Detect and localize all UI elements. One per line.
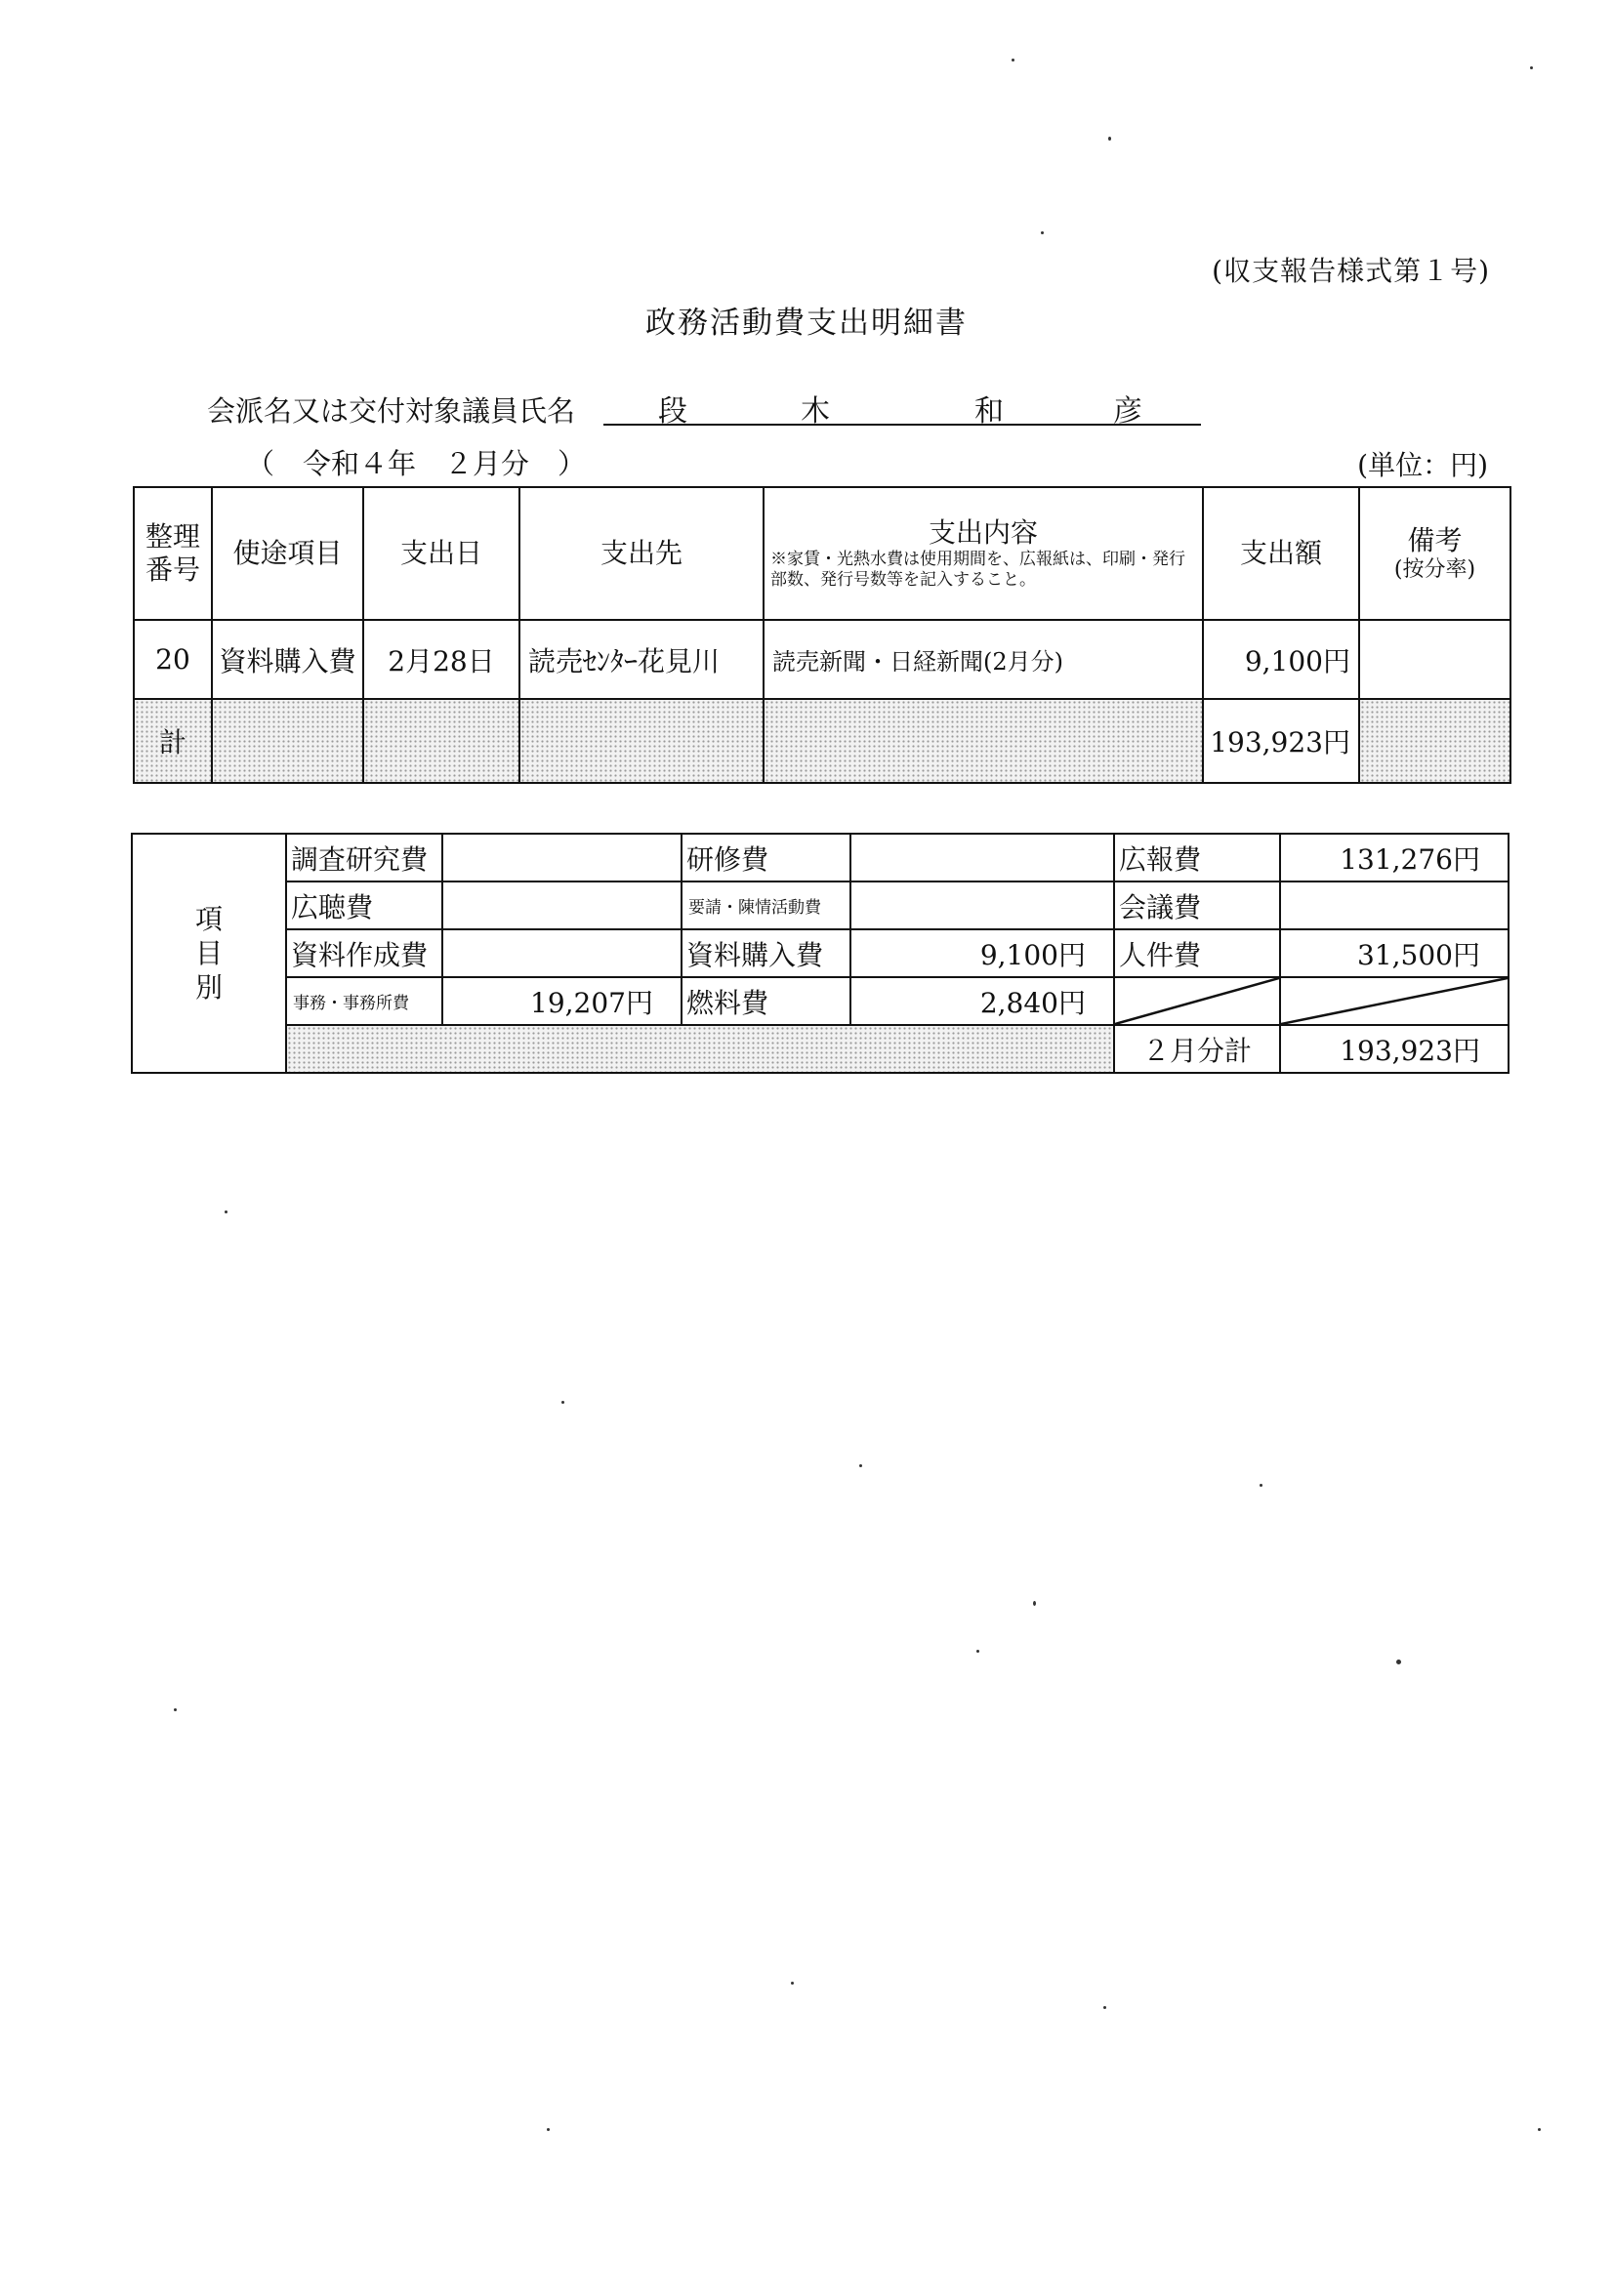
total-blank-cell (212, 699, 363, 783)
scan-speck (1538, 2128, 1541, 2131)
header-amount: 支出額 (1203, 487, 1359, 620)
scan-speck (859, 1464, 862, 1467)
scan-speck (1396, 1660, 1401, 1664)
total-blank-cell (519, 699, 764, 783)
scan-speck (1103, 2006, 1106, 2009)
header-number (134, 487, 212, 620)
scan-speck (1012, 59, 1014, 62)
category-label: 広聴費 (286, 882, 442, 929)
category-label: 広報費 (1114, 834, 1280, 882)
expense-detail-table (133, 486, 1511, 784)
detail-header-row (134, 487, 1510, 620)
month-total-label: ２月分計 (1114, 1025, 1280, 1073)
category-amount: 31,500円 (1280, 929, 1509, 977)
summary-row (132, 929, 1509, 977)
reporting-period: （ 令和４年 ２月分 ） (246, 447, 587, 480)
member-name-label: 会派名又は交付対象議員氏名 (207, 394, 576, 428)
detail-row (134, 620, 1510, 699)
category-amount (1280, 882, 1509, 929)
header-category: 使途項目 (212, 487, 363, 620)
total-amount: 193,923円 (1203, 699, 1359, 783)
scan-speck (1041, 231, 1044, 234)
header-content-note: ※家賃・光熱水費は使用期間を、広報紙は、印刷・発行部数、発行号数等を記入すること。 (770, 549, 1185, 590)
scan-speck (976, 1650, 979, 1653)
row-amount: 9,100円 (1203, 620, 1359, 699)
summary-blank-cell (286, 1025, 1114, 1073)
header-content-title: 支出内容 (928, 515, 1038, 549)
empty-diagonal-cell (1280, 977, 1509, 1025)
category-amount: 19,207円 (442, 977, 682, 1025)
scan-speck (547, 2128, 550, 2131)
scan-speck (174, 1708, 177, 1711)
total-blank-cell (363, 699, 519, 783)
side-label-char: 目 (194, 937, 223, 969)
member-name-char: 和 (974, 394, 1004, 429)
form-number: (収支報告様式第１号) (1212, 255, 1490, 287)
side-label (132, 834, 286, 1073)
category-label: 研修費 (682, 834, 850, 882)
category-amount: 131,276円 (1280, 834, 1509, 882)
side-label-char: 別 (194, 971, 223, 1004)
header-remarks (1359, 487, 1510, 620)
category-label: 会議費 (1114, 882, 1280, 929)
header-date: 支出日 (363, 487, 519, 620)
header-remarks-title: 備考 (1407, 524, 1463, 556)
member-name-char: 彦 (1113, 394, 1142, 429)
category-label: 燃料費 (682, 977, 850, 1025)
category-summary-table (131, 833, 1510, 1074)
category-amount (442, 882, 682, 929)
category-label: 資料購入費 (682, 929, 850, 977)
scan-speck (1260, 1484, 1262, 1487)
header-content (764, 487, 1203, 620)
row-content: 読売新聞・日経新聞(2月分) (764, 620, 1203, 699)
row-payee: 読売ｾﾝﾀｰ花見川 (519, 620, 764, 699)
category-amount (850, 834, 1114, 882)
summary-row (132, 834, 1509, 882)
scan-speck (1530, 66, 1533, 69)
unit-label: (単位：円) (1357, 449, 1488, 481)
category-label: 資料作成費 (286, 929, 442, 977)
summary-row (132, 977, 1509, 1025)
category-label: 事務・事務所費 (286, 977, 442, 1025)
header-payee: 支出先 (519, 487, 764, 620)
category-label: 要請・陳情活動費 (682, 882, 850, 929)
scan-speck (1033, 1601, 1036, 1606)
category-label: 人件費 (1114, 929, 1280, 977)
detail-total-row (134, 699, 1510, 783)
diagonal-slash (1281, 978, 1508, 1024)
row-number: 20 (134, 620, 212, 699)
member-name-char: 段 (658, 394, 687, 429)
total-blank-cell (1359, 699, 1510, 783)
summary-row (132, 882, 1509, 929)
total-label: 計 (134, 699, 212, 783)
row-category: 資料購入費 (212, 620, 363, 699)
document-title: 政務活動費支出明細書 (645, 306, 968, 341)
scan-speck (1108, 137, 1111, 141)
row-date: 2月28日 (363, 620, 519, 699)
empty-diagonal-cell (1114, 977, 1280, 1025)
header-remarks-sub: (按分率) (1393, 556, 1476, 582)
scan-speck (225, 1210, 227, 1213)
category-amount (442, 929, 682, 977)
month-total-amount: 193,923円 (1280, 1025, 1509, 1073)
member-name-underline (603, 424, 1201, 426)
category-label: 調査研究費 (286, 834, 442, 882)
header-number-line2: 番号 (145, 554, 200, 586)
total-blank-cell (764, 699, 1203, 783)
summary-total-row (132, 1025, 1509, 1073)
header-number-line1: 整理 (145, 520, 200, 554)
row-remarks (1359, 620, 1510, 699)
diagonal-slash (1115, 978, 1279, 1024)
category-amount (442, 834, 682, 882)
category-amount: 9,100円 (850, 929, 1114, 977)
category-amount: 2,840円 (850, 977, 1114, 1025)
side-label-char: 項 (194, 903, 223, 935)
member-name-char: 木 (801, 394, 830, 429)
category-amount (850, 882, 1114, 929)
scan-speck (561, 1401, 564, 1404)
scan-speck (791, 1982, 794, 1985)
